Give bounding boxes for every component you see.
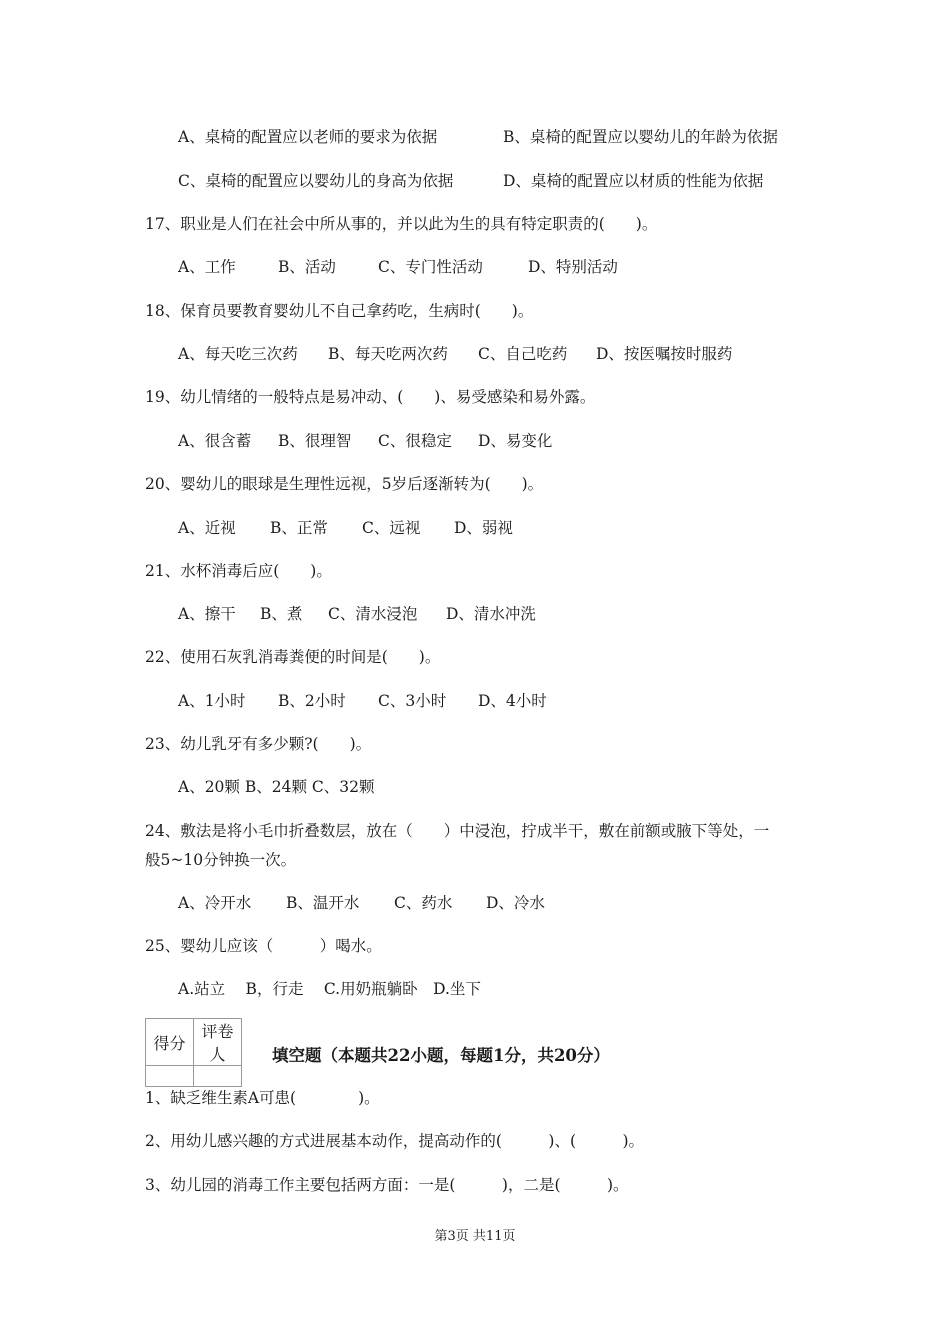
fill-question-1: 1、缺乏维生素A可患( )。	[145, 1089, 380, 1107]
option-d: D、弱视	[454, 519, 513, 537]
question-24-continuation: 般5~10分钟换一次。	[145, 851, 297, 869]
page-footer: 第3页 共11页	[434, 1229, 516, 1244]
option-d: D、4小时	[478, 692, 547, 710]
option-d: D、冷水	[486, 894, 545, 912]
option-b: B、2小时	[278, 692, 346, 710]
option-d: D、按医嘱按时服药	[596, 345, 733, 363]
option-d: D、易变化	[478, 432, 553, 450]
option-a: A、很含蓄	[178, 432, 252, 450]
option-a: A、每天吃三次药	[178, 345, 298, 363]
question-20: 20、婴幼儿的眼球是生理性远视，5岁后逐渐转为( )。	[145, 475, 544, 493]
option-d: D、清水冲洗	[446, 605, 536, 623]
option-c: C、3小时	[378, 692, 447, 710]
score-cell	[146, 1066, 194, 1087]
question-23: 23、幼儿乳牙有多少颗?( )。	[145, 735, 372, 753]
option-c: C、专门性活动	[378, 258, 483, 276]
grader-cell	[194, 1066, 242, 1087]
option-b: B、每天吃两次药	[328, 345, 448, 363]
option-b: B、煮	[260, 605, 303, 623]
question-22: 22、使用石灰乳消毒粪便的时间是( )。	[145, 648, 441, 666]
question-21: 21、水杯消毒后应( )。	[145, 562, 332, 580]
option-d: D、特别活动	[528, 258, 618, 276]
option-a: A、桌椅的配置应以老师的要求为依据	[178, 128, 438, 146]
question-18: 18、保育员要教育婴幼儿不自己拿药吃，生病时( )。	[145, 302, 534, 320]
option-c: C、清水浸泡	[328, 605, 418, 623]
question-23-options: A、20颗 B、24颗 C、32颗	[178, 778, 375, 796]
question-25: 25、婴幼儿应该（ ）喝水。	[145, 937, 382, 955]
option-b: B、桌椅的配置应以婴幼儿的年龄为依据	[503, 128, 778, 146]
option-b: B、很理智	[278, 432, 352, 450]
option-c: C、桌椅的配置应以婴幼儿的身高为依据	[178, 172, 454, 190]
option-c: C、远视	[362, 519, 421, 537]
option-d: D、桌椅的配置应以材质的性能为依据	[503, 172, 764, 190]
grader-label: 评卷人	[194, 1019, 242, 1066]
fill-question-2: 2、用幼儿感兴趣的方式进展基本动作，提高动作的( )、( )。	[145, 1132, 645, 1150]
question-17: 17、职业是人们在社会中所从事的，并以此为生的具有特定职责的( )。	[145, 215, 658, 233]
question-24: 24、敷法是将小毛巾折叠数层，放在（ ）中浸泡，拧成半干，敷在前额或腋下等处，一	[145, 822, 770, 840]
option-b: B、温开水	[286, 894, 360, 912]
option-b: B、正常	[270, 519, 328, 537]
fill-question-3: 3、幼儿园的消毒工作主要包括两方面：一是( )，二是( )。	[145, 1176, 629, 1194]
score-table	[145, 1018, 242, 1087]
section-title: 填空题（本题共22小题，每题1分，共20分）	[272, 1046, 610, 1065]
option-a: A、擦干	[178, 605, 236, 623]
option-a: A、近视	[178, 519, 236, 537]
question-19: 19、幼儿情绪的一般特点是易冲动、( )、易受感染和易外露。	[145, 388, 596, 406]
option-a: A、1小时	[178, 692, 246, 710]
option-c: C、很稳定	[378, 432, 452, 450]
option-a: A、冷开水	[178, 894, 252, 912]
score-label: 得分	[146, 1019, 194, 1066]
option-c: C、自己吃药	[478, 345, 568, 363]
option-a: A、工作	[178, 258, 236, 276]
question-25-options: A.站立 B，行走 C.用奶瓶躺卧 D.坐下	[178, 980, 481, 998]
option-c: C、药水	[394, 894, 453, 912]
option-b: B、活动	[278, 258, 336, 276]
